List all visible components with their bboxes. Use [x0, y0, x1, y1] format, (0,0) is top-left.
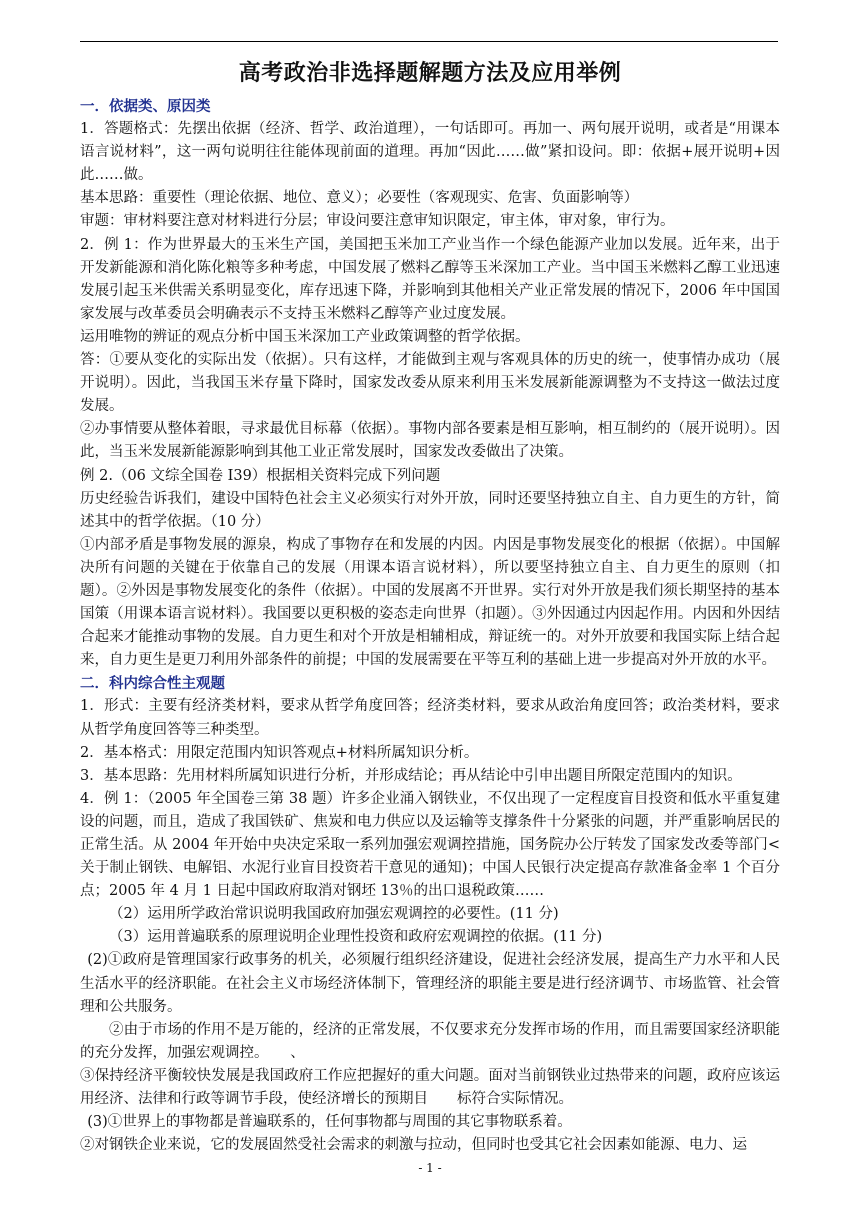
paragraph: 1．答题格式：先摆出依据（经济、哲学、政治道理），一句话即可。再加一、两句展开说明，或者是“用课本语言说材料”，这一两句说明往往能体现前面的道理。再加“因此……做”紧扣设问。即：依据+展开说明+因此……做。 — [80, 121, 780, 184]
paragraph: 基本思路：重要性（理论依据、地位、意义）；必要性（客观现实、危害、负面影响等） — [80, 190, 639, 207]
paragraph: 运用唯物的辨证的观点分析中国玉米深加工产业政策调整的哲学依据。 — [80, 328, 530, 345]
paragraph: ②办事情要从整体着眼，寻求最优目标幕（依据）。事物内部各要素是相互影响，相互制约的（展开说明）。因此，当玉米发展新能源影响到其他工业正常发展时，国家发改委做出了决策。 — [80, 421, 780, 461]
paragraph: 审题：审材料要注意对材料进行分层；审设问要注意审知识限定，审主体，审对象，审行为。 — [80, 213, 675, 230]
document-title: 高考政治非选择题解题方法及应用举例 — [238, 60, 622, 86]
document-body — [80, 95, 780, 1157]
paragraph: 答：①要从变化的实际出发（依据）。只有这样，才能做到主观与客观具体的历史的统一，使事情办成功（展开说明）。因此，当我国玉米存量下降时，国家发改委从原来利用玉米发展新能源调整为不支持这一做法过度发展。 — [80, 352, 780, 415]
paragraph: 2．基本格式：用限定范围内知识答观点+材料所属知识分析。 — [80, 744, 479, 761]
document-page — [80, 0, 780, 1216]
paragraph: 历史经验告诉我们，建设中国特色社会主义必须实行对外开放，同时还要坚持独立自主、自力更生的方针，简述其中的哲学依据。（10 分） — [80, 490, 780, 530]
paragraph: ③保持经济平衡较快发展是我国政府工作应把握好的重大问题。面对当前钢铁业过热带来的问题，政府应该运用经济、法律和行政等调节手段，使经济增长的预期目 标符合实际情况。 — [80, 1067, 780, 1108]
paragraph: ①内部矛盾是事物发展的源泉，构成了事物存在和发展的内因。内因是事物发展变化的根据（依据）。中国解决所有问题的关键在于依靠自己的发展（用课本语言说材料），所以要坚持独立自主、自力更生的原则（扣题）。②外因是事物发展变化的条件（依据）。中国的发展离不开世界。实行对外开放是我们须长期坚持的基本国策（用课本语言说材料）。我国要以更积极的姿态走向世界（扣题）。③外因通过内因起作用。内因和外因结合起来才能推动事物的发展。自力更生和对个开放是相辅相成，辩证统一的。对外开放要和我国实际上结合起来，自力更生是更刀利用外部条件的前提；中国的发展需要在平等互利的基础上进一步提高对外开放的水平。 — [80, 536, 780, 669]
paragraph: （3）运用普遍联系的原理说明企业理性投资和政府宏观调控的依据。(11 分) — [109, 929, 603, 946]
paragraph: 例 2.（06 文综全国卷 I39）根据相关资料完成下列问题 — [80, 467, 441, 484]
paragraph: ②对钢铁企业来说，它的发展固然受社会需求的刺激与拉动，但同时也受其它社会因素如能源、电力、运 — [80, 1137, 747, 1154]
section-heading: 一．依据类、原因类 — [80, 98, 211, 115]
paragraph: 3．基本思路：先用材料所属知识进行分析，并形成结论；再从结论中引申出题目所限定范围内的知识。 — [80, 767, 742, 784]
section-heading: 二．科内综合性主观题 — [80, 675, 225, 693]
paragraph: ②由于市场的作用不是万能的，经济的正常发展，不仅要求充分发挥市场的作用，而且需要国家经济职能的充分发挥，加强宏观调控。 、 — [80, 1021, 780, 1061]
paragraph: (2)①政府是管理国家行政事务的机关，必须履行组织经济建设，促进社会经济发展，提高生产力水平和人民生活水平的经济职能。在社会主义市场经济体制下，管理经济的职能主要是进行经济调节、市场监管、社会管理和公共服务。 — [80, 952, 780, 1015]
paragraph: 1．形式：主要有经济类材料，要求从哲学角度回答；经济类材料，要求从政治角度回答；政治类材料，要求从哲学角度回答等三种类型。 — [80, 698, 780, 738]
paragraph: （2）运用所学政治常识说明我国政府加强宏观调控的必要性。(11 分) — [109, 906, 559, 923]
page-number: - 1 - — [418, 1161, 442, 1175]
header-rule — [80, 41, 778, 42]
paragraph: 4．例 1：（2005 年全国卷三第 38 题）许多企业涌入钢铁业，不仅出现了一定程度盲目投资和低水平重复建设的问题，而且，造成了我国铁矿、焦炭和电力供应以及运输等支撑条件十分紧张的问题，并严重影响居民的正常生活。从 2004 年开始中央决定采取一系列加强宏观调控措施，国务院办公厅转发了国家发改委等部门<关于制止钢铁、电解铝、水泥行业盲目投资若干意见的通知)；中国人民银行决定提高存款准备金率 1 个百分点；2005 年 4 月 1 日起中国政府取消对钢坯 13％的出口退税政策…… — [80, 790, 780, 900]
paragraph: 2．例 1：作为世界最大的玉米生产国，美国把玉米加工产业当作一个绿色能源产业加以发展。近年来，出于开发新能源和消化陈化粮等多种考虑，中国发展了燃料乙醇等玉米深加工产业。当中国玉米燃料乙醇工业迅速发展引起玉米供需关系明显变化，库存迅速下降，并影响到其他相关产业正常发展的情况下，2006 年中国国家发展与改革委员会明确表示不支持玉米燃料乙醇等产业过度发展。 — [80, 236, 780, 322]
paragraph: (3)①世界上的事物都是普遍联系的，任何事物都与周围的其它事物联系着。 — [87, 1114, 572, 1131]
